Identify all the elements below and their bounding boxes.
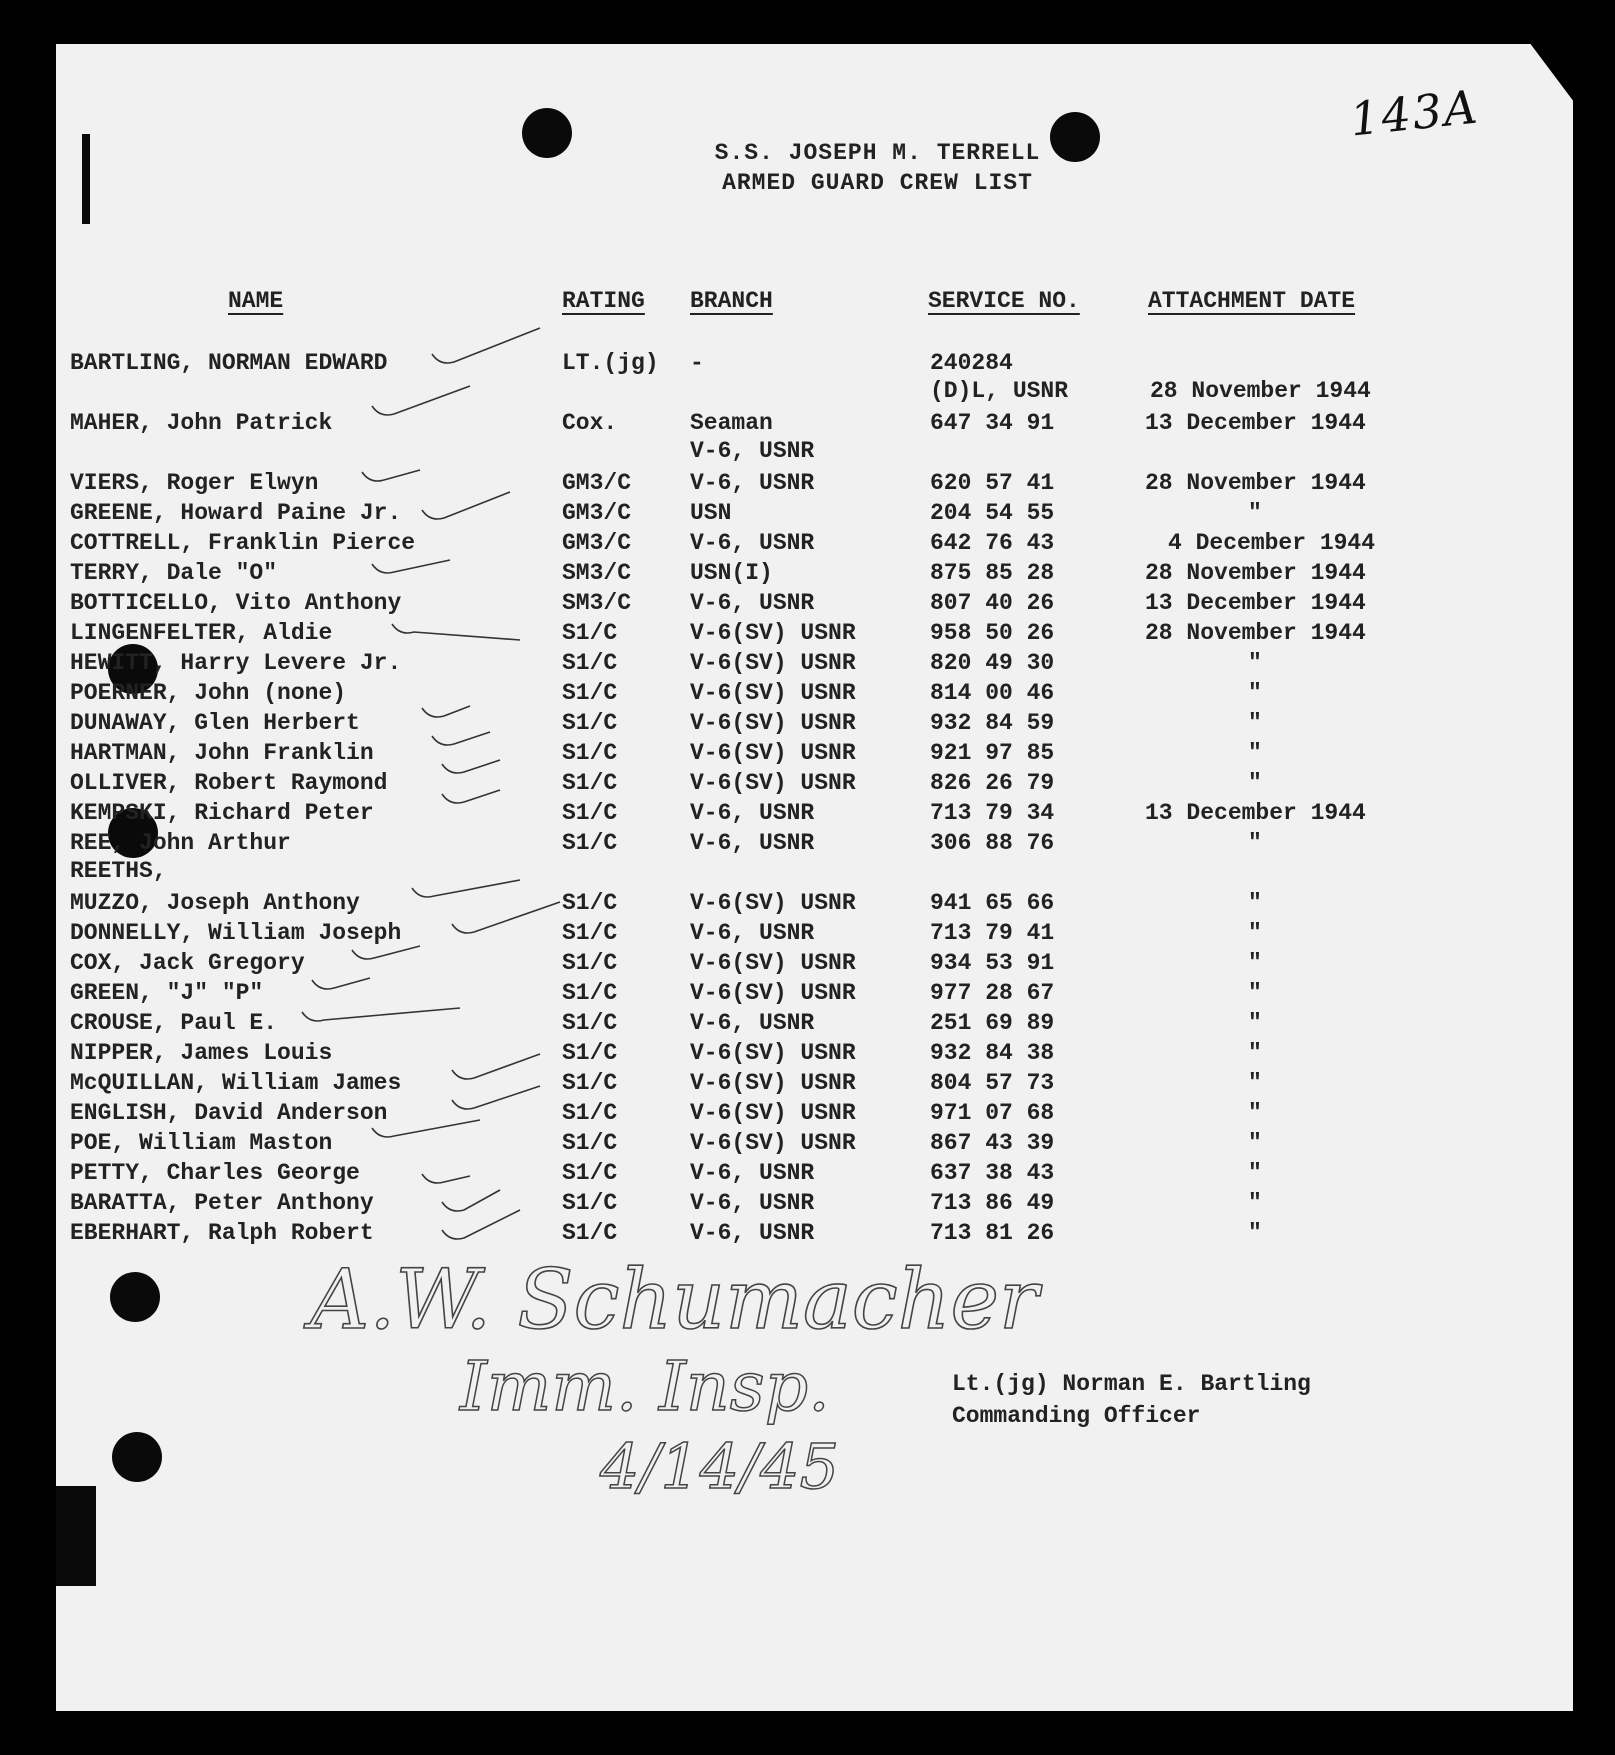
crew-attachment-date: 13 December 1944 <box>1145 800 1366 826</box>
crew-branch: V-6(SV) USNR <box>690 770 856 796</box>
commanding-officer-signoff <box>952 1368 1311 1432</box>
crew-name: MUZZO, Joseph Anthony <box>70 890 360 916</box>
crew-branch: V-6(SV) USNR <box>690 980 856 1006</box>
crew-rating: S1/C <box>562 800 618 826</box>
crew-branch: V-6, USNR <box>690 470 815 496</box>
crew-name: VIERS, Roger Elwyn <box>70 470 319 496</box>
crew-attachment-date: " <box>1248 1010 1262 1036</box>
crew-attachment-date: 13 December 1944 <box>1145 410 1366 436</box>
crew-rating: S1/C <box>562 650 618 676</box>
crew-attachment-date: " <box>1248 710 1262 736</box>
crew-name: POE, William Maston <box>70 1130 333 1156</box>
crew-service-no: 921 97 85 <box>930 740 1055 766</box>
crew-row <box>0 1188 1615 1218</box>
crew-row <box>0 618 1615 648</box>
crew-branch: V-6, USNR <box>690 530 815 556</box>
crew-attachment-date: " <box>1248 1220 1262 1246</box>
crew-attachment-date: " <box>1248 1190 1262 1216</box>
crew-branch: V-6(SV) USNR <box>690 710 856 736</box>
crew-rating: S1/C <box>562 950 618 976</box>
crew-row <box>0 1098 1615 1128</box>
crew-service-no: 804 57 73 <box>930 1070 1055 1096</box>
crew-name: COX, Jack Gregory <box>70 950 305 976</box>
crew-row <box>0 888 1615 918</box>
crew-rating: S1/C <box>562 710 618 736</box>
name-continuation: REETHS, <box>70 858 167 884</box>
crew-row <box>0 588 1615 618</box>
crew-name: GREEN, "J" "P" <box>70 980 264 1006</box>
signature-title: Imm. Insp. <box>460 1348 830 1427</box>
crew-rating: S1/C <box>562 1190 618 1216</box>
crew-row <box>0 948 1615 978</box>
crew-name: POERNER, John (none) <box>70 680 347 706</box>
punch-hole <box>112 1432 162 1482</box>
document-title <box>0 138 1615 198</box>
title-ship-name: S.S. JOSEPH M. TERRELL <box>714 140 1041 166</box>
punch-hole <box>110 1272 160 1322</box>
crew-branch: V-6, USNR <box>690 920 815 946</box>
crew-attachment-date: " <box>1248 950 1262 976</box>
crew-service-no: 934 53 91 <box>930 950 1055 976</box>
crew-row <box>0 558 1615 588</box>
crew-branch: V-6(SV) USNR <box>690 650 856 676</box>
crew-row <box>0 1038 1615 1068</box>
crew-row <box>0 498 1615 528</box>
crew-rating: Cox. <box>562 410 618 436</box>
crew-branch: V-6, USNR <box>690 590 815 616</box>
crew-rating: S1/C <box>562 1010 618 1036</box>
crew-rating: S1/C <box>562 830 618 856</box>
page-number: 143A <box>1347 79 1482 147</box>
crew-branch: V-6(SV) USNR <box>690 1100 856 1126</box>
crew-rating: S1/C <box>562 980 618 1006</box>
crew-name: MAHER, John Patrick <box>70 410 333 436</box>
crew-name: HARTMAN, John Franklin <box>70 740 374 766</box>
crew-name: REE, John Arthur <box>70 830 291 856</box>
crew-name: COTTRELL, Franklin Pierce <box>70 530 416 556</box>
crew-branch: V-6, USNR <box>690 1010 815 1036</box>
crew-row <box>0 1218 1615 1248</box>
crew-attachment-date: " <box>1248 1100 1262 1126</box>
crew-name: BOTTICELLO, Vito Anthony <box>70 590 402 616</box>
crew-service-no: 941 65 66 <box>930 890 1055 916</box>
crew-service-no: 204 54 55 <box>930 500 1055 526</box>
crew-service-no: 713 81 26 <box>930 1220 1055 1246</box>
crew-name: McQUILLAN, William James <box>70 1070 402 1096</box>
crew-name: BARATTA, Peter Anthony <box>70 1190 374 1216</box>
service-no-continuation: (D)L, USNR <box>930 378 1069 404</box>
crew-row <box>0 1128 1615 1158</box>
crew-branch: USN <box>690 500 732 526</box>
crew-service-no: 240284 <box>930 350 1013 376</box>
crew-rating: S1/C <box>562 680 618 706</box>
crew-name: BARTLING, NORMAN EDWARD <box>70 350 388 376</box>
column-header-attachment-date: ATTACHMENT DATE <box>1148 288 1356 314</box>
crew-branch: V-6, USNR <box>690 1190 815 1216</box>
crew-rating: S1/C <box>562 1160 618 1186</box>
crew-service-no: 932 84 38 <box>930 1040 1055 1066</box>
crew-row <box>0 828 1615 858</box>
column-header-rating: RATING <box>562 288 645 314</box>
column-header-service-no: SERVICE NO. <box>928 288 1080 314</box>
crew-rating: GM3/C <box>562 470 632 496</box>
crew-name: EBERHART, Ralph Robert <box>70 1220 374 1246</box>
crew-attachment-date: " <box>1248 890 1262 916</box>
crew-row <box>0 648 1615 678</box>
crew-row <box>0 798 1615 828</box>
crew-rating: S1/C <box>562 920 618 946</box>
crew-service-no: 637 38 43 <box>930 1160 1055 1186</box>
crew-name: GREENE, Howard Paine Jr. <box>70 500 402 526</box>
crew-service-no: 306 88 76 <box>930 830 1055 856</box>
crew-branch: V-6, USNR <box>690 1220 815 1246</box>
crew-branch: V-6(SV) USNR <box>690 890 856 916</box>
signature-name: A.W. Schumacher <box>310 1253 1039 1348</box>
date-cell: 28 November 1944 <box>1150 378 1371 404</box>
crew-rating: S1/C <box>562 620 618 646</box>
crew-attachment-date: " <box>1248 740 1262 766</box>
crew-service-no: 807 40 26 <box>930 590 1055 616</box>
crew-branch: USN(I) <box>690 560 773 586</box>
signature-date: 4/14/45 <box>600 1430 840 1503</box>
crew-branch: V-6(SV) USNR <box>690 620 856 646</box>
crew-service-no: 932 84 59 <box>930 710 1055 736</box>
signoff-title: Commanding Officer <box>952 1403 1201 1429</box>
crew-rating: S1/C <box>562 1100 618 1126</box>
crew-row <box>0 738 1615 768</box>
crew-attachment-date: " <box>1248 680 1262 706</box>
column-header-branch: BRANCH <box>690 288 773 314</box>
title-list-name: ARMED GUARD CREW LIST <box>722 170 1033 196</box>
crew-attachment-date: " <box>1248 770 1262 796</box>
crew-attachment-date: " <box>1248 1040 1262 1066</box>
crew-row <box>0 678 1615 708</box>
crew-rating: S1/C <box>562 770 618 796</box>
crew-name: LINGENFELTER, Aldie <box>70 620 333 646</box>
crew-branch: V-6(SV) USNR <box>690 1040 856 1066</box>
crew-row <box>0 528 1615 558</box>
column-header-name: NAME <box>228 288 284 314</box>
crew-row <box>0 348 1615 378</box>
crew-rating: S1/C <box>562 890 618 916</box>
crew-row <box>0 1008 1615 1038</box>
crew-branch: V-6(SV) USNR <box>690 680 856 706</box>
crew-row <box>0 978 1615 1008</box>
crew-attachment-date: 13 December 1944 <box>1145 590 1366 616</box>
crew-row <box>0 1158 1615 1188</box>
crew-attachment-date: 28 November 1944 <box>1145 560 1366 586</box>
crew-branch: V-6(SV) USNR <box>690 950 856 976</box>
crew-attachment-date: 28 November 1944 <box>1145 620 1366 646</box>
crew-name: OLLIVER, Robert Raymond <box>70 770 388 796</box>
crew-attachment-date: " <box>1248 650 1262 676</box>
crew-service-no: 958 50 26 <box>930 620 1055 646</box>
crew-branch: V-6, USNR <box>690 830 815 856</box>
crew-row <box>0 1068 1615 1098</box>
crew-service-no: 647 34 91 <box>930 410 1055 436</box>
crew-service-no: 642 76 43 <box>930 530 1055 556</box>
crew-rating: S1/C <box>562 1040 618 1066</box>
crew-service-no: 620 57 41 <box>930 470 1055 496</box>
crew-service-no: 977 28 67 <box>930 980 1055 1006</box>
crew-attachment-date: " <box>1248 830 1262 856</box>
crew-rating: SM3/C <box>562 560 632 586</box>
crew-rating: GM3/C <box>562 530 632 556</box>
crew-rating: SM3/C <box>562 590 632 616</box>
crew-service-no: 713 79 41 <box>930 920 1055 946</box>
crew-attachment-date: 4 December 1944 <box>1168 530 1376 556</box>
crew-branch: V-6(SV) USNR <box>690 740 856 766</box>
crew-branch: V-6(SV) USNR <box>690 1130 856 1156</box>
crew-service-no: 971 07 68 <box>930 1100 1055 1126</box>
crew-branch: V-6, USNR <box>690 800 815 826</box>
crew-service-no: 251 69 89 <box>930 1010 1055 1036</box>
crew-row <box>0 768 1615 798</box>
crew-attachment-date: " <box>1248 980 1262 1006</box>
crew-row <box>0 918 1615 948</box>
crew-name: HEWITT, Harry Levere Jr. <box>70 650 402 676</box>
crew-service-no: 826 26 79 <box>930 770 1055 796</box>
crew-branch: V-6(SV) USNR <box>690 1070 856 1096</box>
crew-attachment-date: " <box>1248 1130 1262 1156</box>
crew-name: DONNELLY, William Joseph <box>70 920 402 946</box>
crew-attachment-date: 28 November 1944 <box>1145 470 1366 496</box>
branch-continuation: V-6, USNR <box>690 438 815 464</box>
crew-row <box>0 468 1615 498</box>
crew-name: KEMPSKI, Richard Peter <box>70 800 374 826</box>
crew-row <box>0 408 1615 438</box>
crew-name: DUNAWAY, Glen Herbert <box>70 710 360 736</box>
crew-service-no: 820 49 30 <box>930 650 1055 676</box>
crew-service-no: 713 79 34 <box>930 800 1055 826</box>
crew-rating: S1/C <box>562 1130 618 1156</box>
crew-branch: Seaman <box>690 410 773 436</box>
crew-name: TERRY, Dale "O" <box>70 560 278 586</box>
crew-service-no: 875 85 28 <box>930 560 1055 586</box>
crew-rating: S1/C <box>562 1220 618 1246</box>
crew-attachment-date: " <box>1248 1070 1262 1096</box>
crew-name: ENGLISH, David Anderson <box>70 1100 388 1126</box>
crew-name: NIPPER, James Louis <box>70 1040 333 1066</box>
crew-branch: - <box>690 350 704 376</box>
crew-branch: V-6, USNR <box>690 1160 815 1186</box>
crew-attachment-date: " <box>1248 920 1262 946</box>
crew-service-no: 867 43 39 <box>930 1130 1055 1156</box>
crew-attachment-date: " <box>1248 1160 1262 1186</box>
crew-service-no: 814 00 46 <box>930 680 1055 706</box>
crew-service-no: 713 86 49 <box>930 1190 1055 1216</box>
crew-rating: GM3/C <box>562 500 632 526</box>
crew-rating: LT.(jg) <box>562 350 659 376</box>
crew-rating: S1/C <box>562 1070 618 1096</box>
crew-name: PETTY, Charles George <box>70 1160 360 1186</box>
margin-mark <box>56 1486 96 1586</box>
crew-attachment-date: " <box>1248 500 1262 526</box>
handwritten-signature <box>300 1250 1039 1503</box>
crew-rating: S1/C <box>562 740 618 766</box>
crew-name: CROUSE, Paul E. <box>70 1010 278 1036</box>
signoff-name: Lt.(jg) Norman E. Bartling <box>952 1371 1311 1397</box>
crew-row <box>0 708 1615 738</box>
